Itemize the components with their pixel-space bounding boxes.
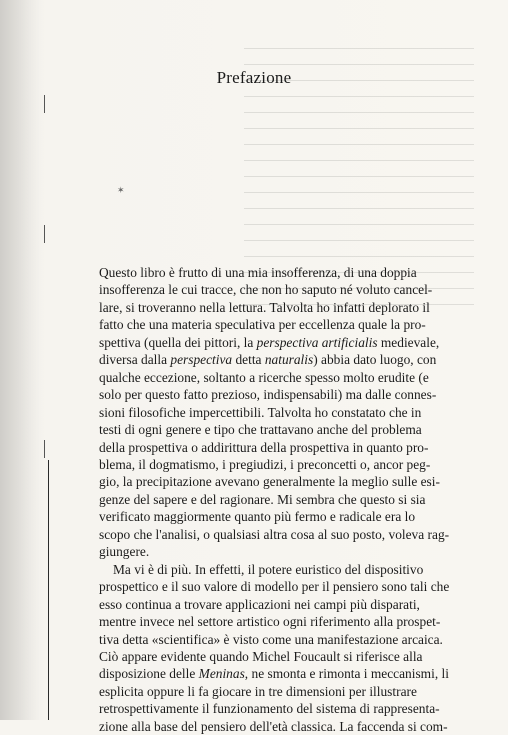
text-line: diversa dalla perspectiva detta naturalis) abbia dato luogo, con (99, 352, 437, 368)
text-line: retrospettivamente il funzionamento del sistema di rappresenta- (99, 701, 440, 717)
text-line: Ma vi è di più. In effetti, il potere euristico del dispositivo (113, 561, 424, 577)
binding-mark (44, 95, 45, 113)
text-line: prospettico e il suo valore di modello per il pensiero sono tali che (99, 579, 450, 595)
text-line: verificato maggiormente quanto più fermo e radicale era lo (99, 509, 416, 525)
text-line: insofferenza le cui tracce, che non ho saputo né voluto cancel- (99, 282, 433, 298)
text-line: lare, si troveranno nella lettura. Talvolta ho infatti deplorato il (99, 299, 430, 315)
text-line: zione alla base del pensiero dell'età classica. La faccenda si com- (99, 718, 448, 734)
text-line: Questo libro è frutto di una mia insofferenza, di una doppia (99, 265, 417, 280)
text-line: tiva detta «scientifica» è visto come una manifestazione arcaica. (99, 631, 443, 647)
text-line: spettiva (quella dei pittori, la perspectiva artificialis medievale, (99, 334, 440, 350)
text-line: esso continua a trovare applicazioni nei campi più disparati, (99, 596, 420, 612)
text-line: disposizione delle Meninas, ne smonta e rimonta i meccanismi, li (99, 666, 449, 682)
text-line: giungere. (99, 544, 150, 560)
text-line: della prospettiva o addirittura della prospettiva in quanto pro- (99, 439, 429, 455)
text-line: testi di ogni genere e tipo che trattavano anche del problema (99, 422, 422, 438)
text-line: fatto che una materia speculativa per eccellenza quale la pro- (99, 317, 426, 333)
binding-mark (44, 225, 45, 243)
text-line: genze del sapere e del ragionare. Mi sembra che questo si sia (99, 491, 426, 507)
binding-edge-line (48, 460, 49, 720)
text-line: blema, il dogmatismo, i pregiudizi, i preconcetti o, ancor peg- (99, 456, 431, 472)
text-line: esplicita oppure li fa giocare in tre dimensioni per illustrare (99, 683, 417, 699)
binding-shadow (0, 0, 46, 720)
stray-mark: ✶ (117, 185, 125, 195)
text-line: sioni filosofiche impercettibili. Talvolta ho constatato che in (99, 404, 422, 420)
text-line: qualche eccezione, soltanto a ricerche spesso molto erudite (e (99, 369, 429, 385)
page-title: Prefazione (216, 68, 292, 87)
text-line: scopo che l'analisi, o qualsiasi altra cosa al suo posto, voleva rag- (99, 526, 450, 542)
text-line: solo per questo fatto prezioso, indispensabili) ma dalle connes- (99, 387, 437, 403)
text-line: Ciò appare evidente quando Michel Foucault si riferisce alla (99, 648, 423, 664)
preface-text (99, 264, 450, 735)
text-line: mentre invece nel settore artistico ogni riferimento alla prospet- (99, 614, 441, 630)
binding-mark (44, 440, 45, 458)
text-line: gio, la precipitazione avevano generalmente la meglio sulle esi- (99, 474, 440, 490)
